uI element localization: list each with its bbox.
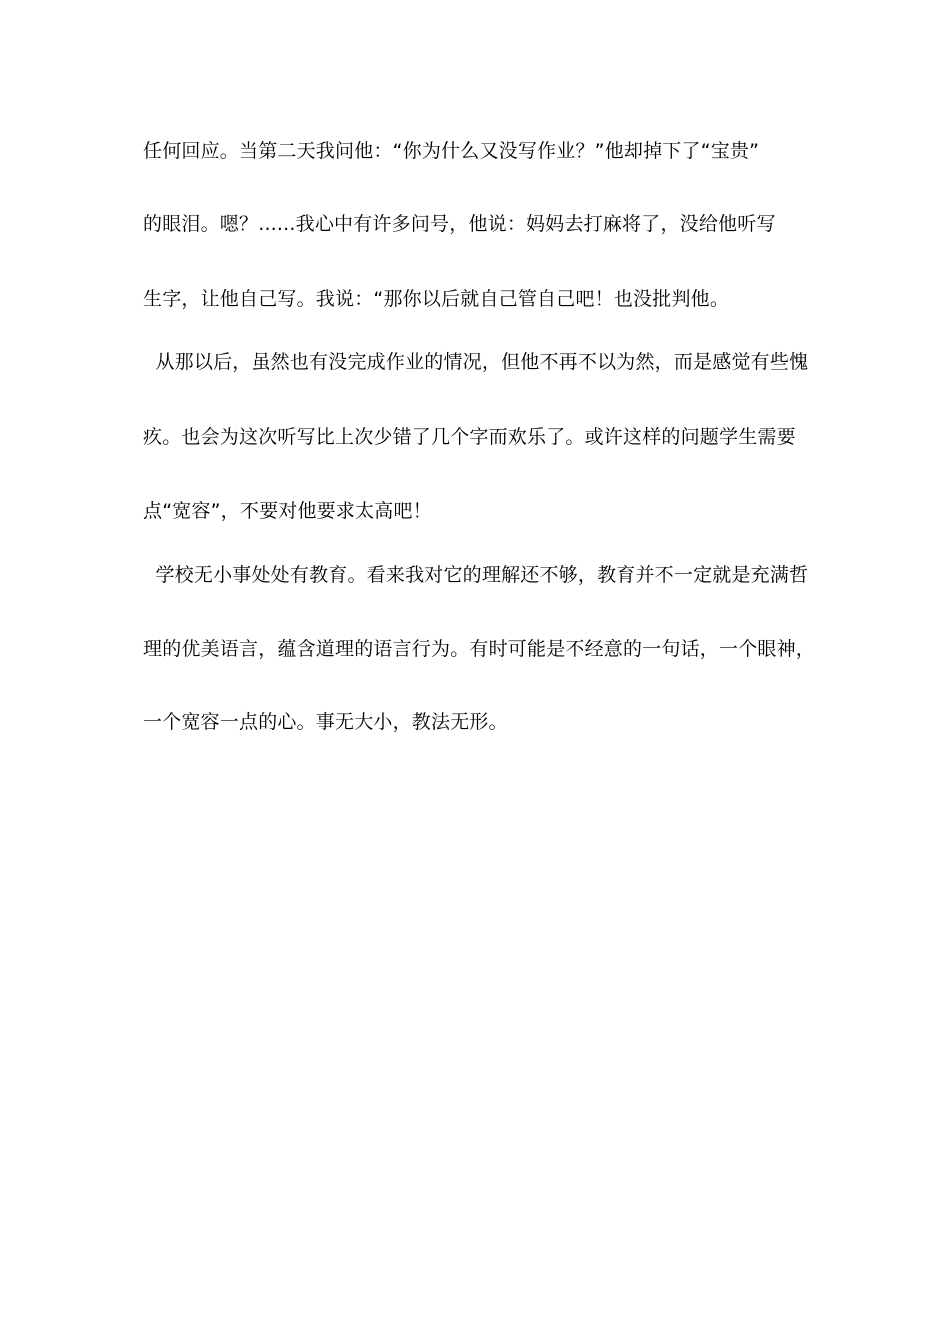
text-line: 理的优美语言，蕴含道理的语言行为。有时可能是不经意的一句话，一个眼神，	[143, 638, 816, 660]
text-line: 点“宽容”，不要对他要求太高吧！	[143, 500, 432, 522]
text-line: 任何回应。当第二天我问他：“你为什么又没写作业？”他却掉下了“宝贵”	[143, 140, 760, 162]
text-line: 生字，让他自己写。我说：“那你以后就自己管自己吧！也没批判他。	[143, 288, 730, 310]
text-line: 疚。也会为这次听写比上次少错了几个字而欢乐了。或许这样的问题学生需要	[143, 426, 796, 448]
text-line: 从那以后，虽然也有没完成作业的情况，但他不再不以为然，而是感觉有些愧	[143, 351, 809, 373]
text-line: 的眼泪。嗯？......我心中有许多问号，他说：妈妈去打麻将了，没给他听写	[143, 213, 776, 235]
text-line: 学校无小事处处有教育。看来我对它的理解还不够，教育并不一定就是充满哲	[143, 564, 809, 586]
text-line: 一个宽容一点的心。事无大小，教法无形。	[143, 711, 508, 733]
